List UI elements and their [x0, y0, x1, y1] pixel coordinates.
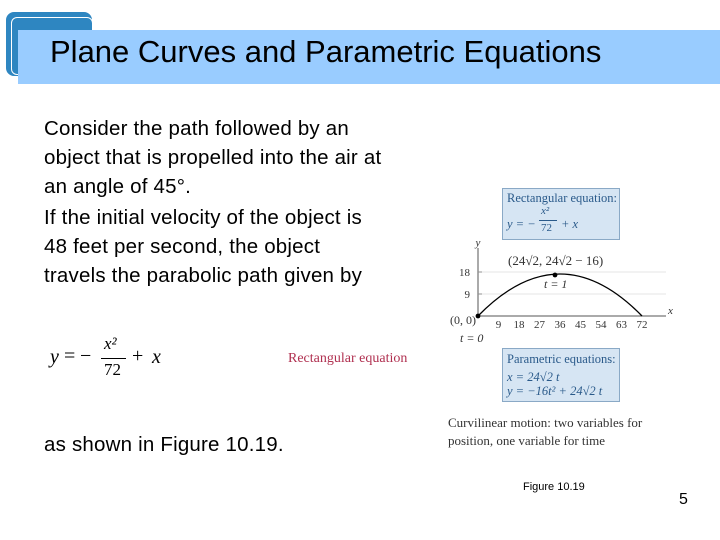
- param-eq-y: y = −16t² + 24√2 t: [507, 384, 603, 398]
- eq-minus: −: [80, 345, 92, 367]
- param-eq-x: x = 24√2 t: [507, 370, 560, 384]
- figure-caption: [448, 414, 642, 450]
- paragraph-figure-ref: as shown in Figure 10.19.: [44, 433, 284, 456]
- rect-box-num: x²: [541, 205, 550, 217]
- x-tick-label: 45: [575, 319, 586, 331]
- y-tick-label: 9: [464, 289, 470, 301]
- t0-label: t = 0: [460, 331, 484, 345]
- origin-point: [476, 314, 481, 319]
- rect-box-title: Rectangular equation:: [507, 191, 618, 205]
- x-tick-label: 36: [554, 319, 566, 331]
- y-tick-labels: [459, 267, 471, 301]
- paragraph-velocity: If the initial velocity of the object is 48 feet per second, the object travels the parabolic path given by: [44, 206, 363, 287]
- rect-box-fraction-bar: [539, 220, 557, 221]
- t1-label: t = 1: [544, 277, 568, 291]
- x-tick-labels: [496, 319, 648, 331]
- paragraph-intro: Consider the path followed by an object that is propelled into the air at an angle of 45°.: [44, 117, 382, 198]
- point-label: (24√2, 24√2 − 16): [508, 253, 604, 268]
- x-axis-label: x: [668, 305, 673, 317]
- rect-box-rhs: + x: [561, 217, 579, 231]
- page-number: 5: [679, 491, 688, 508]
- eq-numerator: x²: [104, 334, 117, 353]
- param-box-title: Parametric equations:: [507, 352, 616, 366]
- eq-x: x: [152, 346, 161, 368]
- origin-label: (0, 0): [450, 313, 476, 327]
- x-tick-label: 18: [513, 319, 525, 331]
- rect-box-lhs: y = −: [507, 217, 536, 231]
- caption-line-2: position, one variable for time: [448, 433, 606, 448]
- eq-y: y: [50, 346, 59, 368]
- eq-denominator: 72: [104, 360, 121, 379]
- x-tick-label: 54: [595, 319, 607, 331]
- eq-plus: +: [132, 345, 144, 367]
- caption-line-1: Curvilinear motion: two variables for: [448, 415, 643, 430]
- slide-title: Plane Curves and Parametric Equations: [50, 34, 602, 69]
- x-tick-label: 72: [636, 319, 648, 331]
- figure-label: Figure 10.19: [523, 481, 585, 493]
- y-tick-label: 18: [459, 267, 470, 279]
- rect-box-den: 72: [541, 222, 552, 234]
- eq-equals: =: [64, 345, 76, 367]
- x-tick-label: 9: [495, 319, 502, 331]
- x-tick-label: 27: [534, 319, 545, 331]
- eq-fraction-bar: [101, 358, 126, 359]
- parametric-equations-box: [502, 348, 620, 402]
- eq-label: Rectangular equation: [288, 351, 408, 366]
- trajectory-graph: [444, 232, 684, 348]
- y-axis-label: y: [475, 237, 481, 249]
- x-tick-label: 63: [616, 319, 627, 331]
